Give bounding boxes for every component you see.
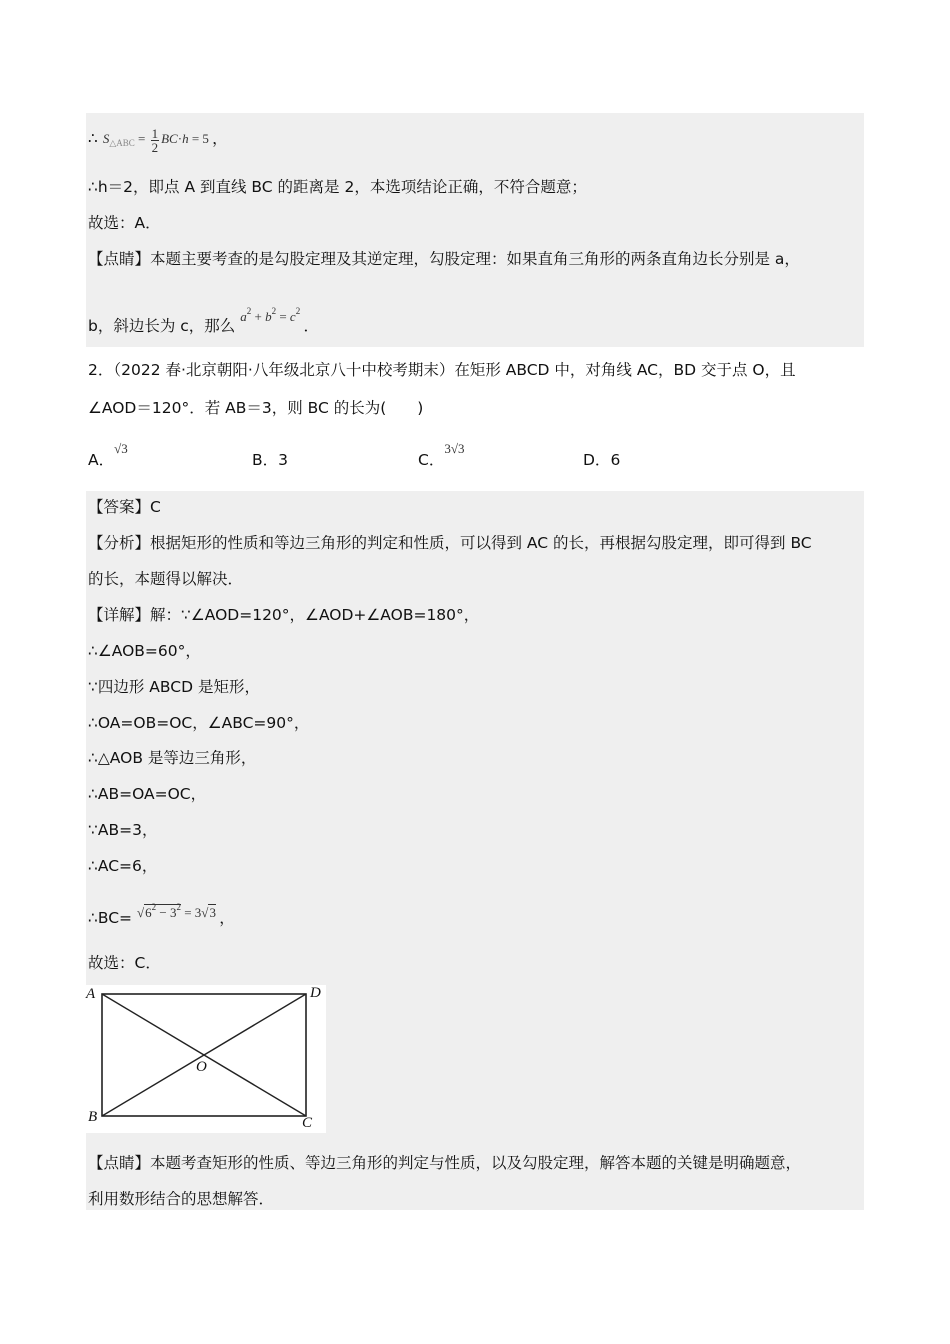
detail-line: ∴AB=OA=OC， xyxy=(88,785,207,803)
area-formula: $S_{\triangle ABC}$ = $\frac{1}{2}$ BC·h = 5 xyxy=(102,126,213,155)
text-line: ∴h＝2，即点 A 到直线 BC 的距离是 2，本选项结论正确，不符合题意； xyxy=(88,178,587,196)
note-line-1: 【点睛】本题考查矩形的性质、等边三角形的判定与性质，以及勾股定理，解答本题的关键是明确题意， xyxy=(88,1154,802,1172)
analysis-line-2: 的长，本题得以解决． xyxy=(88,570,244,588)
question-line-2: ∠AOD＝120°．若 AB＝3，则 BC 的长为( ) xyxy=(88,399,424,417)
label-b: B xyxy=(88,1109,98,1125)
label-d: D xyxy=(310,985,321,1001)
option-value: 6 xyxy=(610,451,621,469)
formula-line-area xyxy=(88,127,228,154)
option-label: B． xyxy=(252,451,279,469)
analysis-line-1: 【分析】根据矩形的性质和等边三角形的判定和性质，可以得到 AC 的长，再根据勾股定理，即可得到 BC xyxy=(88,534,812,552)
option-value: 3 xyxy=(278,451,289,469)
bc-formula: √62 − 32 = 3√3 xyxy=(136,902,216,920)
option-label: D． xyxy=(583,451,611,469)
label-o: O xyxy=(196,1059,207,1075)
option-c[interactable] xyxy=(418,441,465,470)
label-a: A xyxy=(86,986,96,1002)
detail-line: ∴OA=OB=OC，∠ABC=90°， xyxy=(88,714,310,732)
option-label: A． xyxy=(88,451,115,469)
detail-line: 故选：C． xyxy=(88,954,161,972)
note-line-2 xyxy=(88,306,319,338)
option-value: √3 xyxy=(114,441,128,456)
option-d[interactable] xyxy=(583,448,620,470)
detail-line: ∵四边形 ABCD 是矩形， xyxy=(88,678,260,696)
detail-line: ∴AC=6， xyxy=(88,857,158,875)
detail-line: ∵AB=3， xyxy=(88,821,158,839)
note-line-2: 利用数形结合的思想解答． xyxy=(88,1190,275,1208)
rectangle-figure xyxy=(86,985,326,1133)
text-line: 故选：A． xyxy=(88,214,161,232)
comma: ， xyxy=(219,909,235,927)
option-a[interactable] xyxy=(88,441,128,470)
comma: ， xyxy=(212,129,228,148)
label-c: C xyxy=(302,1115,313,1131)
option-b[interactable] xyxy=(252,448,288,470)
period: ． xyxy=(303,317,319,335)
note-line: 【点睛】本题主要考查的是勾股定理及其逆定理，勾股定理：如果直角三角形的两条直角边长分别是 a， xyxy=(88,250,800,268)
note-text: b，斜边长为 c，那么 xyxy=(88,317,236,335)
question-line-1: 2．（2022 春·北京朝阳·八年级北京八十中校考期末）在矩形 ABCD 中，对角线 AC，BD 交于点 O，且 xyxy=(88,361,796,379)
answer-line: 【答案】C xyxy=(88,498,161,516)
detail-text: ∴BC= xyxy=(88,909,133,927)
detail-line: ∴∠AOB=60°， xyxy=(88,642,201,660)
detail-line: ∴△AOB 是等边三角形， xyxy=(88,749,257,767)
option-value: 3√3 xyxy=(444,441,465,456)
pythagoras-formula: a2 + b2 = c2 xyxy=(240,306,301,324)
detail-line-bc xyxy=(88,902,235,930)
detail-line: 【详解】解：∵∠AOD=120°，∠AOD+∠AOB=180°， xyxy=(88,606,480,624)
therefore-symbol: ∴ xyxy=(88,129,98,148)
option-label: C． xyxy=(418,451,445,469)
